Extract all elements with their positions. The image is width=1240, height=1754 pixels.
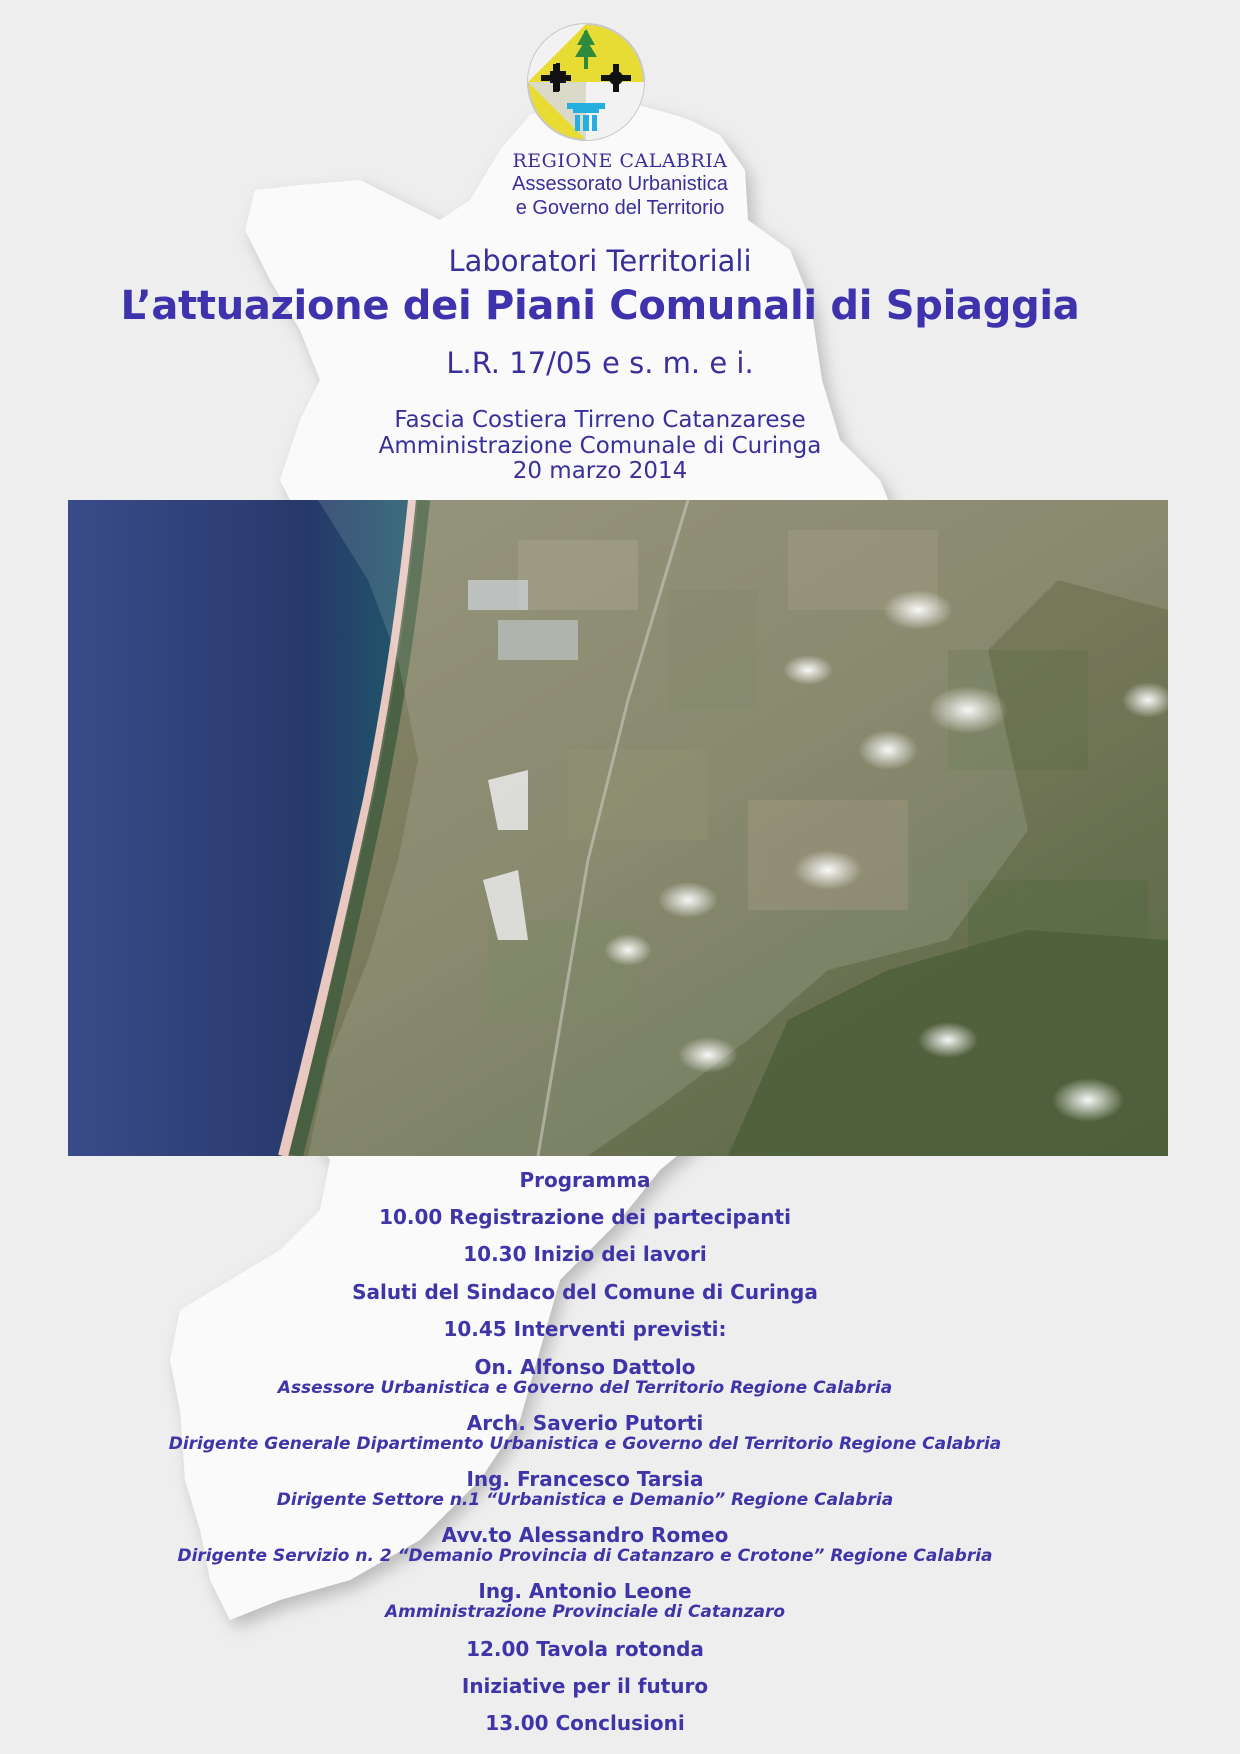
speaker-name: On. Alfonso Dattolo [474,1355,696,1379]
event-area: Fascia Costiera Tirreno Catanzarese [394,407,806,433]
programme-initiatives: Iniziative per il futuro [461,1674,709,1698]
speaker-name: Arch. Saverio Putorti [466,1411,704,1435]
speaker-name: Avv.to Alessandro Romeo [441,1523,729,1547]
event-date: 20 marzo 2014 [512,458,688,484]
speaker-role: Amministrazione Provinciale di Catanzaro [384,1602,786,1622]
programme-registration: 10.00 Registrazione dei partecipanti [379,1205,791,1229]
programme-start: 10.30 Inizio dei lavori [463,1242,707,1266]
department-line-2: e Governo del Territorio [515,197,725,219]
department-line-1: Assessorato Urbanistica [512,173,728,195]
programme-round-table: 12.00 Tavola rotonda [466,1637,704,1661]
speaker-name: Ing. Antonio Leone [478,1579,692,1603]
speaker-role: Dirigente Servizio n. 2 “Demanio Provincia di Catanzaro e Crotone” Regione Calabria [177,1546,993,1566]
speaker-role: Dirigente Settore n.1 “Urbanistica e Demanio” Regione Calabria [276,1490,894,1510]
programme-greetings: Saluti del Sindaco del Comune di Curinga [352,1280,818,1304]
speaker-name: Ing. Francesco Tarsia [466,1467,704,1491]
programme-conclusions: 13.00 Conclusioni [485,1711,685,1735]
speaker-role: Assessore Urbanistica e Governo del Territorio Regione Calabria [277,1378,893,1398]
satellite-coast-image [68,500,1168,1156]
programme-heading: Programma [519,1168,651,1192]
law-reference: L.R. 17/05 e s. m. e i. [446,346,754,380]
speaker-role: Dirigente Generale Dipartimento Urbanistica e Governo del Territorio Regione Calabria [168,1434,1002,1454]
page-title: L’attuazione dei Piani Comunali di Spiaggia [120,283,1080,329]
programme-talks-heading: 10.45 Interventi previsti: [443,1317,727,1341]
regione-calabria-logo [527,17,645,147]
region-name: REGIONE CALABRIA [512,150,728,172]
series-title: Laboratori Territoriali [448,244,752,278]
event-host: Amministrazione Comunale di Curinga [378,433,822,459]
